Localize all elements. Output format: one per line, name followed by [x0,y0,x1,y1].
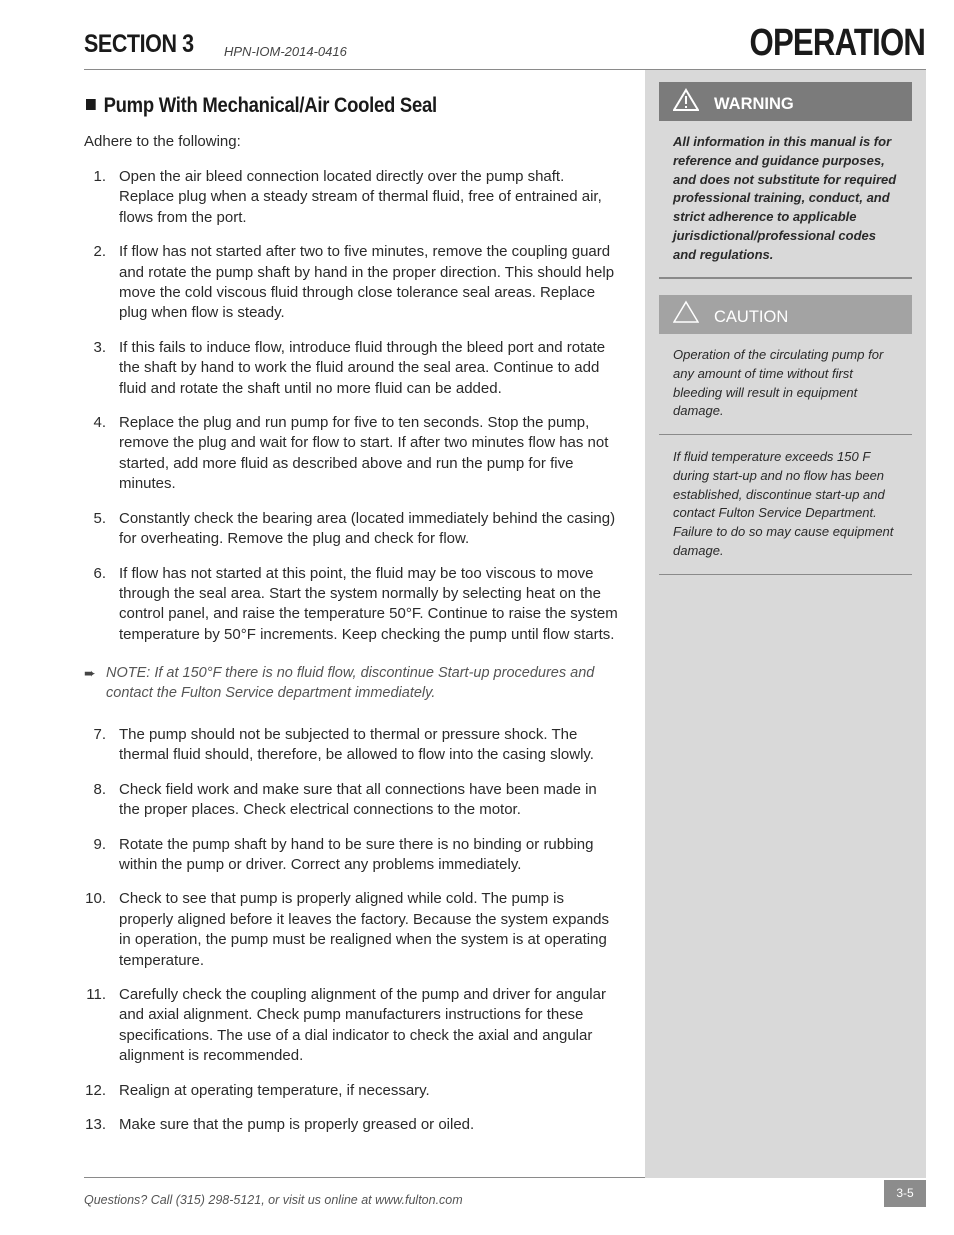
square-bullet-icon [86,99,96,110]
page-number: 3-5 [884,1180,926,1207]
warning-triangle-icon [673,88,699,117]
section-heading-text: Pump With Mechanical/Air Cooled Seal [103,94,437,117]
list-item-text: Carefully check the coupling alignment of the pump and driver for angular and axial alignment. Check pump manufacturers instructions for these specifications. The use of a dial indicator to check the axial and angular alignment is recommended. [119,986,606,1065]
list-item-number: 12. [85,1081,106,1099]
list-item [84,1081,619,1101]
section-heading [86,94,437,118]
list-item-number: 3. [93,338,106,356]
list-item [84,167,619,228]
list-item [84,780,619,821]
list-item-number: 1. [93,168,106,185]
caution-divider-2 [659,574,912,575]
list-item [84,889,619,971]
warning-text: All information in this manual is for reference and guidance purposes, and does not substitute for required professional training, conduct, and strict adherence to applicable jurisdictional/professional codes and regulations. [673,134,897,262]
list-item-number: 6. [93,564,106,582]
caution-text-1: Operation of the circulating pump for any amount of time without first bleeding will result in equipment damage. [673,347,884,419]
page-title: OPERATION [749,22,925,64]
list-item-text: Check to see that pump is properly aligned while cold. The pump is properly aligned before it leaves the factory. Because the system expands in operation, the pump must be realigned when the system is at operating temperature. [119,890,609,969]
warning-divider [659,277,912,279]
list-item [84,338,619,399]
list-item-number: 10. [85,890,106,908]
list-item-number: 11. [86,986,106,1004]
list-item-number: 4. [93,414,106,432]
list-item [84,1115,619,1135]
list-item [84,835,619,876]
list-item-number: 8. [93,780,106,798]
footer-divider [84,1177,645,1178]
list-item-text: Rotate the pump shaft by hand to be sure there is no binding or rubbing within the pump or driver. Correct any problems immediately. [119,835,594,874]
list-item-text: If flow has not started after two to five minutes, remove the coupling guard and rotate the pump shaft by hand in the proper direction. This should help move the cold viscous fluid through close tolerance seal areas. Replace plug when flow is steady. [119,243,615,322]
list-item-text: Open the air bleed connection located directly over the pump shaft. Replace plug when a steady stream of thermal fluid, free of entrained air, flows from the port. [119,168,602,226]
caution-bar [659,295,912,334]
warning-label: WARNING [714,95,794,113]
list-item-text: Constantly check the bearing area (located immediately behind the casing) for overheating. Remove the plug and check for flow. [119,509,616,548]
list-item-number: 7. [93,726,106,743]
list-item-text: Realign at operating temperature, if necessary. [119,1081,430,1099]
caution-divider-1 [659,434,912,435]
list-item-number: 2. [93,243,106,261]
list-item [84,242,619,324]
instruction-list-b [84,725,619,1150]
list-item-text: Make sure that the pump is properly greased or oiled. [119,1116,475,1134]
footer-contact: Questions? Call (315) 298-5121, or visit us online at www.fulton.com [84,1193,463,1207]
list-item-text: If this fails to induce flow, introduce fluid through the bleed port and rotate the shaft by hand to work the fluid around the seal area. Continue to add fluid and rotate the shaft until no more fluid can be added. [119,338,606,397]
pointing-hand-icon: ➨ [84,665,96,681]
caution-label: CAUTION [714,308,789,326]
list-item [84,725,619,766]
list-item-number: 5. [93,509,106,527]
document-id: HPN-IOM-2014-0416 [224,44,347,59]
list-item-text: The pump should not be subjected to thermal or pressure shock. The thermal fluid should, therefore, be allowed to flow into the casing slowly. [119,726,594,764]
section-label: SECTION 3 [84,30,194,58]
list-item-number: 13. [85,1116,106,1134]
list-item [84,564,619,646]
list-item [84,985,619,1067]
caution-text-2: If fluid temperature exceeds 150 F during start-up and no flow has been established, discontinue start-up and contact Fulton Service Department. Failure to do so may cause equipment damage. [673,449,894,558]
note-text: NOTE: If at 150°F there is no fluid flow, discontinue Start-up procedures and contact the Fulton Service department immediately. [106,665,595,702]
caution-triangle-icon [673,300,699,329]
intro-text: Adhere to the following: [84,133,241,150]
list-item [84,509,619,550]
warning-bar [659,82,912,121]
list-item-text: Check field work and make sure that all connections have been made in the proper places. Check electrical connections to the motor. [119,780,597,819]
list-item [84,413,619,495]
instruction-list-a [84,167,619,659]
list-item-text: Replace the plug and run pump for five to ten seconds. Stop the pump, remove the plug and wait for flow to start. If after two minutes flow has not started, add more fluid as described above and run the pump for five minutes. [119,414,609,493]
list-item-number: 9. [93,835,106,853]
list-item-text: If flow has not started at this point, the fluid may be too viscous to move through the seal area. Start the system normally by selecting heat on the control panel, and raise the temperature 50°F. Continue to raise the system temperature by 50°F increments. Keep checking the pump until flow starts. [119,564,618,643]
note-block [84,663,626,704]
